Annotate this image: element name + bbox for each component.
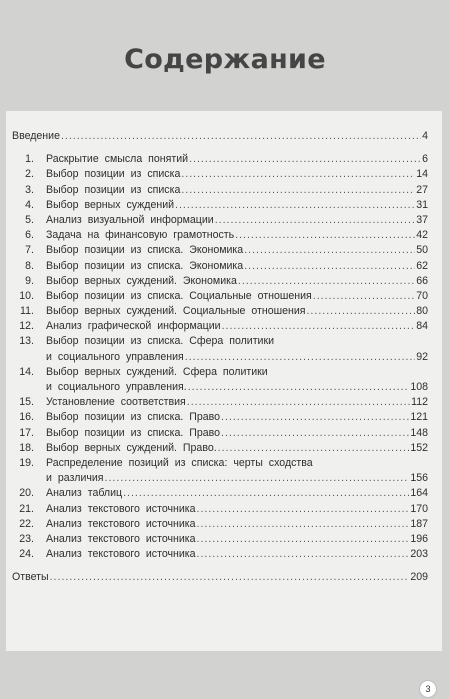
toc-entry[interactable] xyxy=(12,456,428,471)
toc-entry-number: 24. xyxy=(19,548,34,561)
dot-leader xyxy=(221,426,409,441)
table-of-contents xyxy=(12,129,428,585)
toc-entry-number: 2. xyxy=(25,168,34,181)
toc-entry-label: Анализ текстового источника xyxy=(46,548,196,561)
dot-leader xyxy=(123,486,409,501)
toc-entry-number: 15. xyxy=(19,396,34,409)
toc-entry[interactable] xyxy=(12,198,428,213)
toc-entry-label: Выбор позиции из списка. Сфера политики xyxy=(46,335,275,348)
toc-entry-page: 148 xyxy=(410,426,428,439)
dot-leader xyxy=(181,167,415,182)
toc-entry-page: 31 xyxy=(416,198,428,211)
toc-entry-page: 84 xyxy=(416,320,428,333)
spacer xyxy=(12,562,428,570)
toc-entry-page: 170 xyxy=(410,502,428,515)
toc-entry-page: 196 xyxy=(410,532,428,545)
dot-leader xyxy=(313,289,415,304)
toc-entry-number: 22. xyxy=(19,517,34,530)
toc-entry-number: 5. xyxy=(25,213,34,226)
toc-entry-label: Выбор позиции из списка xyxy=(46,183,181,196)
toc-entry-answers[interactable] xyxy=(12,570,428,585)
toc-entry[interactable] xyxy=(12,228,428,243)
toc-entry[interactable] xyxy=(12,243,428,258)
toc-entry-page: 27 xyxy=(416,183,428,196)
toc-entry-page: 62 xyxy=(416,259,428,272)
toc-entry-page: 4 xyxy=(422,130,428,142)
dot-leader xyxy=(222,319,416,334)
dot-leader xyxy=(197,547,410,562)
toc-entry-intro[interactable] xyxy=(12,129,428,144)
toc-entry-page: 187 xyxy=(410,517,428,530)
toc-entry-page: 66 xyxy=(416,274,428,287)
dot-leader xyxy=(235,228,415,243)
toc-entry-page: 112 xyxy=(411,396,428,409)
toc-entry-label: Выбор позиции из списка. Экономика xyxy=(46,259,244,272)
toc-entry-number: 10. xyxy=(19,289,34,302)
toc-entry-label: Выбор позиции из списка xyxy=(46,168,181,181)
dot-leader xyxy=(50,570,410,585)
toc-entry[interactable] xyxy=(12,426,428,441)
toc-entry[interactable] xyxy=(12,395,428,410)
page-number-badge: 3 xyxy=(419,680,437,698)
toc-entry-label: Анализ графической информации xyxy=(46,320,221,333)
toc-entry-number: 14. xyxy=(19,365,34,378)
toc-entry-page: 209 xyxy=(410,571,428,584)
toc-entry[interactable] xyxy=(12,410,428,425)
toc-entry-continuation[interactable] xyxy=(12,350,428,365)
toc-entry-page: 92 xyxy=(416,350,428,363)
toc-entry-number: 3. xyxy=(25,183,34,196)
dot-leader xyxy=(187,395,410,410)
toc-entry[interactable] xyxy=(12,517,428,532)
toc-entry-page: 108 xyxy=(410,381,428,393)
dot-leader xyxy=(175,198,415,213)
dot-leader xyxy=(185,350,415,365)
toc-entry[interactable] xyxy=(12,441,428,456)
dot-leader xyxy=(221,410,409,425)
toc-entry-number: 18. xyxy=(19,441,34,454)
toc-entry-continuation[interactable] xyxy=(12,471,428,486)
toc-entry-label: Ответы xyxy=(12,571,49,584)
dot-leader xyxy=(306,304,415,319)
toc-entry-number: 13. xyxy=(19,335,34,348)
toc-entry[interactable] xyxy=(12,274,428,289)
toc-entry-label: Анализ текстового источника xyxy=(46,532,196,545)
toc-entry-label: Выбор позиции из списка. Социальные отношения xyxy=(46,289,312,302)
toc-entry-label: Анализ текстового источника xyxy=(46,517,196,530)
toc-entry[interactable] xyxy=(12,334,428,349)
page-title: Содержание xyxy=(124,44,326,75)
toc-entry-number: 4. xyxy=(25,198,34,211)
toc-entry-label: Введение xyxy=(12,130,60,142)
dot-leader xyxy=(244,243,415,258)
toc-entry-label: Выбор верных суждений. Право. xyxy=(46,441,217,454)
dot-leader xyxy=(244,259,415,274)
toc-entry-number: 7. xyxy=(25,244,34,257)
toc-entry-label: Раскрытие смысла понятий xyxy=(46,153,189,166)
toc-entry-number: 20. xyxy=(19,487,34,500)
dot-leader xyxy=(218,441,410,456)
toc-entry[interactable] xyxy=(12,547,428,562)
toc-entry-page: 37 xyxy=(416,213,428,226)
toc-entry-label: Выбор позиции из списка. Экономика xyxy=(46,244,244,257)
toc-entry-page: 14 xyxy=(416,168,428,181)
dot-leader xyxy=(238,274,415,289)
toc-entry-label: Задача на финансовую грамотность xyxy=(46,229,235,242)
toc-entry-page: 6 xyxy=(422,153,428,166)
toc-entry-label: Анализ текстового источника xyxy=(46,502,196,515)
toc-items xyxy=(12,152,428,562)
toc-entry[interactable] xyxy=(12,213,428,228)
toc-entry[interactable] xyxy=(12,152,428,167)
toc-entry[interactable] xyxy=(12,502,428,517)
toc-entry-number: 23. xyxy=(19,532,34,545)
toc-entry-number: 21. xyxy=(19,502,34,515)
toc-entry[interactable] xyxy=(12,259,428,274)
toc-entry-number: 8. xyxy=(25,259,34,272)
toc-entry[interactable] xyxy=(12,532,428,547)
toc-entry-label: Выбор верных суждений xyxy=(46,198,175,211)
toc-entry[interactable] xyxy=(12,289,428,304)
toc-entry-page: 70 xyxy=(416,289,428,302)
dot-leader xyxy=(197,532,410,547)
toc-entry-label: Выбор верных суждений. Сфера политики xyxy=(46,365,268,378)
toc-entry-page: 42 xyxy=(416,229,428,242)
toc-entry-page: 203 xyxy=(410,548,428,561)
toc-entry-label: Анализ визуальной информации xyxy=(46,213,214,226)
toc-entry-label: Установление соответствия xyxy=(46,396,186,409)
toc-entry[interactable] xyxy=(12,183,428,198)
toc-entry-page: 50 xyxy=(416,244,428,257)
toc-entry-number: 6. xyxy=(25,229,34,242)
spacer xyxy=(12,144,428,152)
toc-entry-number: 12. xyxy=(19,320,34,333)
toc-entry-number: 17. xyxy=(19,426,34,439)
dot-leader xyxy=(197,517,410,532)
toc-entry-number: 11. xyxy=(20,305,34,318)
toc-entry-label-cont: и социального управления xyxy=(46,350,184,363)
dot-leader xyxy=(105,471,410,486)
toc-entry-label-cont: и различия xyxy=(46,472,104,485)
toc-entry-number: 16. xyxy=(19,411,34,424)
toc-entry-page: 121 xyxy=(410,411,428,424)
dot-leader xyxy=(197,502,410,517)
toc-entry-label-cont: и социального управления. xyxy=(46,381,187,393)
toc-entry-page: 156 xyxy=(410,472,428,485)
toc-entry[interactable] xyxy=(12,304,428,319)
toc-entry-number: 19. xyxy=(19,456,34,469)
dot-leader xyxy=(61,129,421,144)
dot-leader xyxy=(215,213,415,228)
dot-leader xyxy=(188,380,410,395)
dot-leader xyxy=(181,183,415,198)
toc-entry[interactable] xyxy=(12,167,428,182)
toc-entry-label: Выбор позиции из списка. Право xyxy=(46,426,221,439)
toc-entry[interactable] xyxy=(12,486,428,501)
toc-entry-page: 152 xyxy=(410,441,428,454)
toc-entry-number: 1. xyxy=(25,153,34,166)
toc-entry-label: Выбор позиции из списка. Право xyxy=(46,411,221,424)
toc-entry[interactable] xyxy=(12,319,428,334)
toc-entry-page: 80 xyxy=(416,305,428,318)
toc-entry[interactable] xyxy=(12,365,428,380)
toc-entry-label: Анализ таблиц xyxy=(46,487,123,500)
toc-entry-page: 164 xyxy=(410,487,428,500)
toc-entry-number: 9. xyxy=(25,274,34,287)
dot-leader xyxy=(189,152,421,167)
toc-entry-label: Выбор верных суждений. Экономика xyxy=(46,274,237,287)
toc-entry-label: Распределение позиций из списка: черты сходства xyxy=(46,456,313,469)
toc-entry-label: Выбор верных суждений. Социальные отношения xyxy=(46,305,306,318)
toc-entry-continuation[interactable] xyxy=(12,380,428,395)
